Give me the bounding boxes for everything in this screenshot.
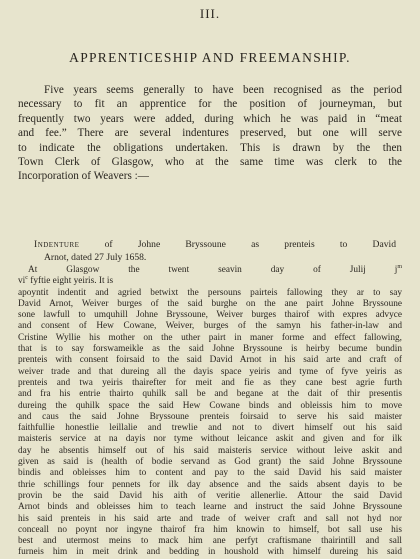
body-line: Cristine Wyllie his mother on the uther pairt in maner forme and effect fallowing, [18,332,402,343]
intro-paragraph [18,83,402,184]
intro-line: Incorporation of Weavers :— [18,170,149,183]
body-line: Arnot binds and obleisses him to teach learne and instruct the said Johne Bryssoune [18,502,402,513]
indenture-label: Indenture [34,239,80,250]
intro-line: to indicate the obligations undertaken. This is drawn by the then [18,141,402,154]
body-line-1-middle: vi [18,276,26,287]
body-line: furneis him in meit drink and bedding in houshold with himself dureing his said [18,547,402,558]
body-line-1-before: At Glasgow the twent seavin day of Julij j [28,265,398,275]
body-line: sone lawfull to umquhill Johne Bryssoune, Weiver burges thairof with expres advyce [18,310,402,321]
body-line: thrie schillings four pennets for ilk day absence and the saids absent dayis to be [18,479,402,490]
indenture-heading [26,238,396,264]
body-line: weiver trade and that dureing all the dayis space yeiris and tyme of fyve yeiris as [18,366,402,377]
chapter-title: APPRENTICESHIP AND FREEMANSHIP. [69,50,351,65]
indenture-heading-rest: of Johne Bryssoune as prenteis to David [104,239,396,250]
body-line: and consent of Hew Cowane, Weiver, burges of the samyn his father-in-law and [18,321,402,332]
superscript-c: c [25,275,28,282]
indenture-heading-line-2: Arnot, dated 27 July 1658. [44,252,147,263]
body-line: prenteis and twa yeiris thairefter for meit and fie as they cane best agrie furth [18,377,402,388]
body-line: best and utermost meins to mack him ane perfyt craftismane thairintill and sall [18,536,402,547]
intro-line: Five years seems generally to have been recognised as the period [44,84,402,96]
body-line: David Arnot, Weiver burges of the said burghe on the ane pairt Johne Bryssoune [18,298,402,309]
indenture-text [18,265,402,559]
body-line: provin be the said David his aith of veritie allenerlie. Attour the said David [18,490,402,501]
body-line: day he absentis himself out of his said maisteris service without leive askit and [18,445,402,456]
body-line: and caus the said Johne Bryssoune prenteis foirsaid to serve his said maister [18,411,402,422]
body-line: that is to say forswameikle as the said Johne Bryssoune is heirby becume bundin [18,344,402,355]
intro-line: Town Clerk of Glasgow, who at the same time was clerk to the [18,156,402,169]
body-line: apoyntit indentit and agried betwixt the persouns pairteis fallowing they ar to say [18,287,402,298]
body-line: maisteris service at na dayis nor tyme without leicance askit and given and for ilk [18,434,402,445]
body-line: given as said is (health of bodie servand as God grant) the said Johne Bryssoune [18,457,402,468]
indenture-heading-line-1 [26,238,396,251]
body-line: dureing the quhilk space the said Hew Cowane binds and obleissis him to move [18,400,402,411]
body-line [18,265,402,276]
body-line: his said prenteis in his said arte and trade of weiver craft and sall not hyd nor [18,513,402,524]
superscript-m: m [397,264,402,270]
body-line-1-after: fyftie eight yeiris. It is [27,276,114,287]
intro-line: frequently two years were added, during which he was paid in “meat [18,112,402,125]
body-line: conceall no poynt nor ingyne thairof fra him knowin to himself, bot sall use his [18,524,402,535]
intro-line: necessary to fit an apprentice for the position of journeyman, but [18,98,402,111]
body-line: prenteis with consent foirsaid to the said David Arnot in his said arte and craft of [18,355,402,366]
body-line: faithfullie honestlie leillalie and trewlie and not to divert himself out his said [18,423,402,434]
intro-line: and fee.” There are several indentures preserved, but one will serve [18,127,402,140]
chapter-number: III. [199,6,221,21]
body-line: bindis and obleisses him to content and pay to the said David his said maister [18,468,402,479]
body-line: and fra his entrie thairto quhilk sall be and begane at the dait of thir presentis [18,389,402,400]
